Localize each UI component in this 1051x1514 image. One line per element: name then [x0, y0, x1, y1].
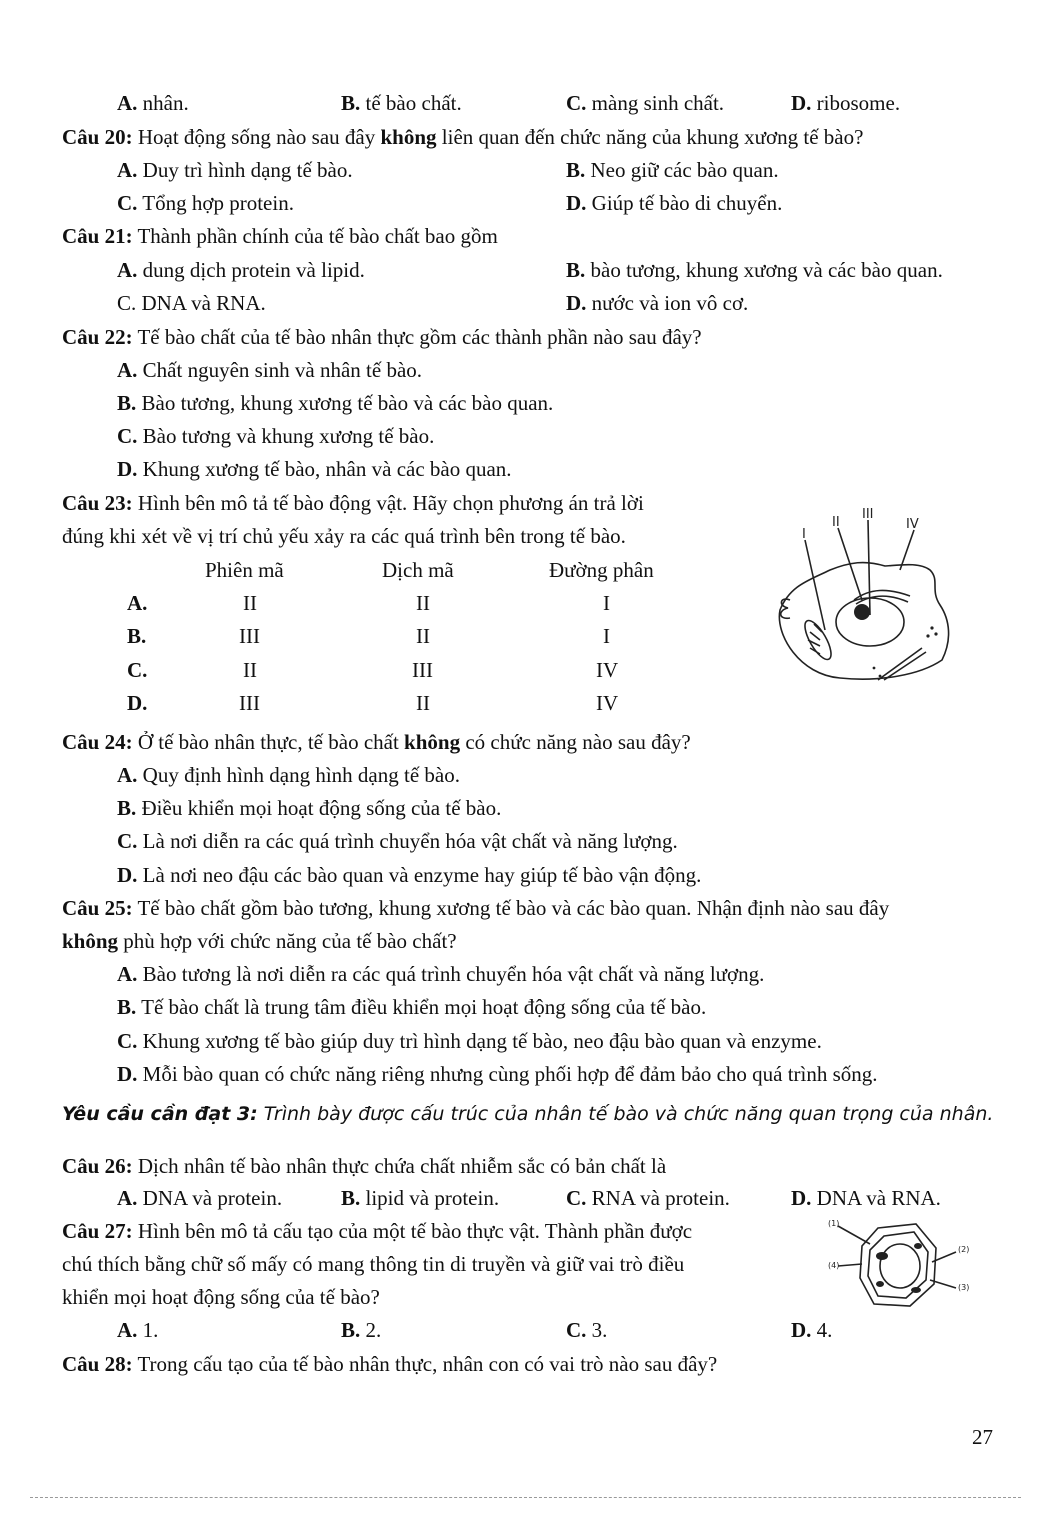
- q22-option-d: D. Khung xương tế bào, nhân và các bào quan.: [117, 457, 512, 481]
- q23-cell: III: [239, 624, 260, 648]
- q21-option-a: A. dung dịch protein và lipid.: [117, 258, 365, 282]
- q21-option-c: C. DNA và RNA.: [117, 291, 266, 315]
- q26-option-d: D. DNA và RNA.: [791, 1186, 941, 1210]
- q19-option-c: C. màng sinh chất.: [566, 91, 725, 115]
- q23-cell: III: [239, 691, 260, 715]
- q27-stem-line2: chú thích bằng chữ số mấy có mang thông tin di truyền và giữ vai trò điều: [62, 1252, 685, 1276]
- fig-label-iv: IV: [906, 517, 919, 532]
- q26-stem: Câu 26: Dịch nhân tế bào nhân thực chứa chất nhiễm sắc có bản chất là: [62, 1154, 667, 1178]
- q24-stem: Câu 24: Ở tế bào nhân thực, tế bào chất không có chức năng nào sau đây?: [62, 730, 691, 754]
- q26-option-b: B. lipid và protein.: [341, 1186, 500, 1210]
- q27-option-a: A. 1.: [117, 1318, 159, 1342]
- plant-cell-figure: [826, 1218, 976, 1310]
- q20-option-b: B. Neo giữ các bào quan.: [566, 158, 779, 182]
- q24-option-b: B. Điều khiển mọi hoạt động sống của tế bào.: [117, 796, 502, 820]
- q23-cell: II: [416, 691, 430, 715]
- q25-option-a: A. Bào tương là nơi diễn ra các quá trình chuyển hóa vật chất và năng lượng.: [117, 962, 765, 986]
- q24-option-c: C. Là nơi diễn ra các quá trình chuyển hóa vật chất và năng lượng.: [117, 829, 678, 853]
- q20-stem: Câu 20: Hoạt động sống nào sau đây không liên quan đến chức năng của khung xương tế bào?: [62, 125, 864, 149]
- q23-cell: II: [416, 624, 430, 648]
- fig-label-iii: III: [862, 507, 874, 522]
- q23-cell: I: [603, 591, 610, 615]
- q23-header-glycolysis: Đường phân: [549, 558, 654, 582]
- q19-option-d: D. ribosome.: [791, 91, 901, 115]
- q19-option-a: A. nhân.: [117, 91, 189, 115]
- q23-row-label: B.: [127, 624, 147, 648]
- q22-option-c: C. Bào tương và khung xương tế bào.: [117, 424, 435, 448]
- q27-stem-line3: khiển mọi hoạt động sống của tế bào?: [62, 1285, 380, 1309]
- q27-option-b: B. 2.: [341, 1318, 382, 1342]
- q19-option-b: B. tế bào chất.: [341, 91, 462, 115]
- q25-option-c: C. Khung xương tế bào giúp duy trì hình dạng tế bào, neo đậu bào quan và enzyme.: [117, 1029, 822, 1053]
- animal-cell-figure: [770, 500, 960, 690]
- q25-stem-line2: không phù hợp với chức năng của tế bào chất?: [62, 929, 457, 953]
- fig-label-3: (3): [958, 1283, 970, 1292]
- page-number: 27: [972, 1425, 993, 1449]
- fig-label-1: (1): [828, 1219, 840, 1228]
- q23-row-label: D.: [127, 691, 148, 715]
- fig-label-ii: II: [832, 515, 840, 530]
- q24-option-a: A. Quy định hình dạng hình dạng tế bào.: [117, 763, 460, 787]
- q23-cell: II: [416, 591, 430, 615]
- q28-stem: Câu 28: Trong cấu tạo của tế bào nhân thực, nhân con có vai trò nào sau đây?: [62, 1352, 718, 1376]
- q23-stem-line1: Câu 23: Hình bên mô tả tế bào động vật. Hãy chọn phương án trả lời: [62, 491, 644, 515]
- q27-stem-line1: Câu 27: Hình bên mô tả cấu tạo của một tế bào thực vật. Thành phần được: [62, 1219, 693, 1243]
- q20-option-a: A. Duy trì hình dạng tế bào.: [117, 158, 353, 182]
- q23-row-label: A.: [127, 591, 148, 615]
- q21-option-d: D. nước và ion vô cơ.: [566, 291, 749, 315]
- q23-cell: II: [243, 591, 257, 615]
- q27-option-d: D. 4.: [791, 1318, 833, 1342]
- q20-option-d: D. Giúp tế bào di chuyển.: [566, 191, 783, 215]
- q22-option-a: A. Chất nguyên sinh và nhân tế bào.: [117, 358, 423, 382]
- q23-cell: IV: [596, 658, 619, 682]
- q20-option-c: C. Tổng hợp protein.: [117, 191, 294, 215]
- q23-cell: III: [412, 658, 433, 682]
- q23-row-label: C.: [127, 658, 148, 682]
- q27-option-c: C. 3.: [566, 1318, 608, 1342]
- q25-stem-line1: Câu 25: Tế bào chất gồm bào tương, khung xương tế bào và các bào quan. Nhận định nào sau đây: [62, 896, 890, 920]
- fig-label-2: (2): [958, 1245, 970, 1254]
- requirement-heading: Yêu cầu cần đạt 3: Trình bày được cấu trúc của nhân tế bào và chức năng quan trọng của nhân.: [62, 1103, 994, 1125]
- q23-cell: II: [243, 658, 257, 682]
- footer-divider: [30, 1497, 1021, 1498]
- q23-header-translation: Dịch mã: [382, 558, 454, 582]
- q23-stem-line2: đúng khi xét về vị trí chủ yếu xảy ra các quá trình bên trong tế bào.: [62, 524, 626, 548]
- q26-option-a: A. DNA và protein.: [117, 1186, 283, 1210]
- q24-option-d: D. Là nơi neo đậu các bào quan và enzyme hay giúp tế bào vận động.: [117, 863, 702, 887]
- q22-option-b: B. Bào tương, khung xương tế bào và các bào quan.: [117, 391, 554, 415]
- q25-option-b: B. Tế bào chất là trung tâm điều khiển mọi hoạt động sống của tế bào.: [117, 995, 707, 1019]
- q23-cell: I: [603, 624, 610, 648]
- q25-option-d: D. Mỗi bào quan có chức năng riêng nhưng cùng phối hợp để đảm bảo cho quá trình sống.: [117, 1062, 878, 1086]
- fig-label-i: I: [802, 527, 806, 542]
- q21-option-b: B. bào tương, khung xương và các bào quan.: [566, 258, 943, 282]
- q23-header-transcription: Phiên mã: [205, 558, 284, 582]
- q22-stem: Câu 22: Tế bào chất của tế bào nhân thực gồm các thành phần nào sau đây?: [62, 325, 702, 349]
- q23-cell: IV: [596, 691, 619, 715]
- q21-stem: Câu 21: Thành phần chính của tế bào chất bao gồm: [62, 224, 498, 248]
- fig-label-4: (4): [828, 1261, 840, 1270]
- q26-option-c: C. RNA và protein.: [566, 1186, 730, 1210]
